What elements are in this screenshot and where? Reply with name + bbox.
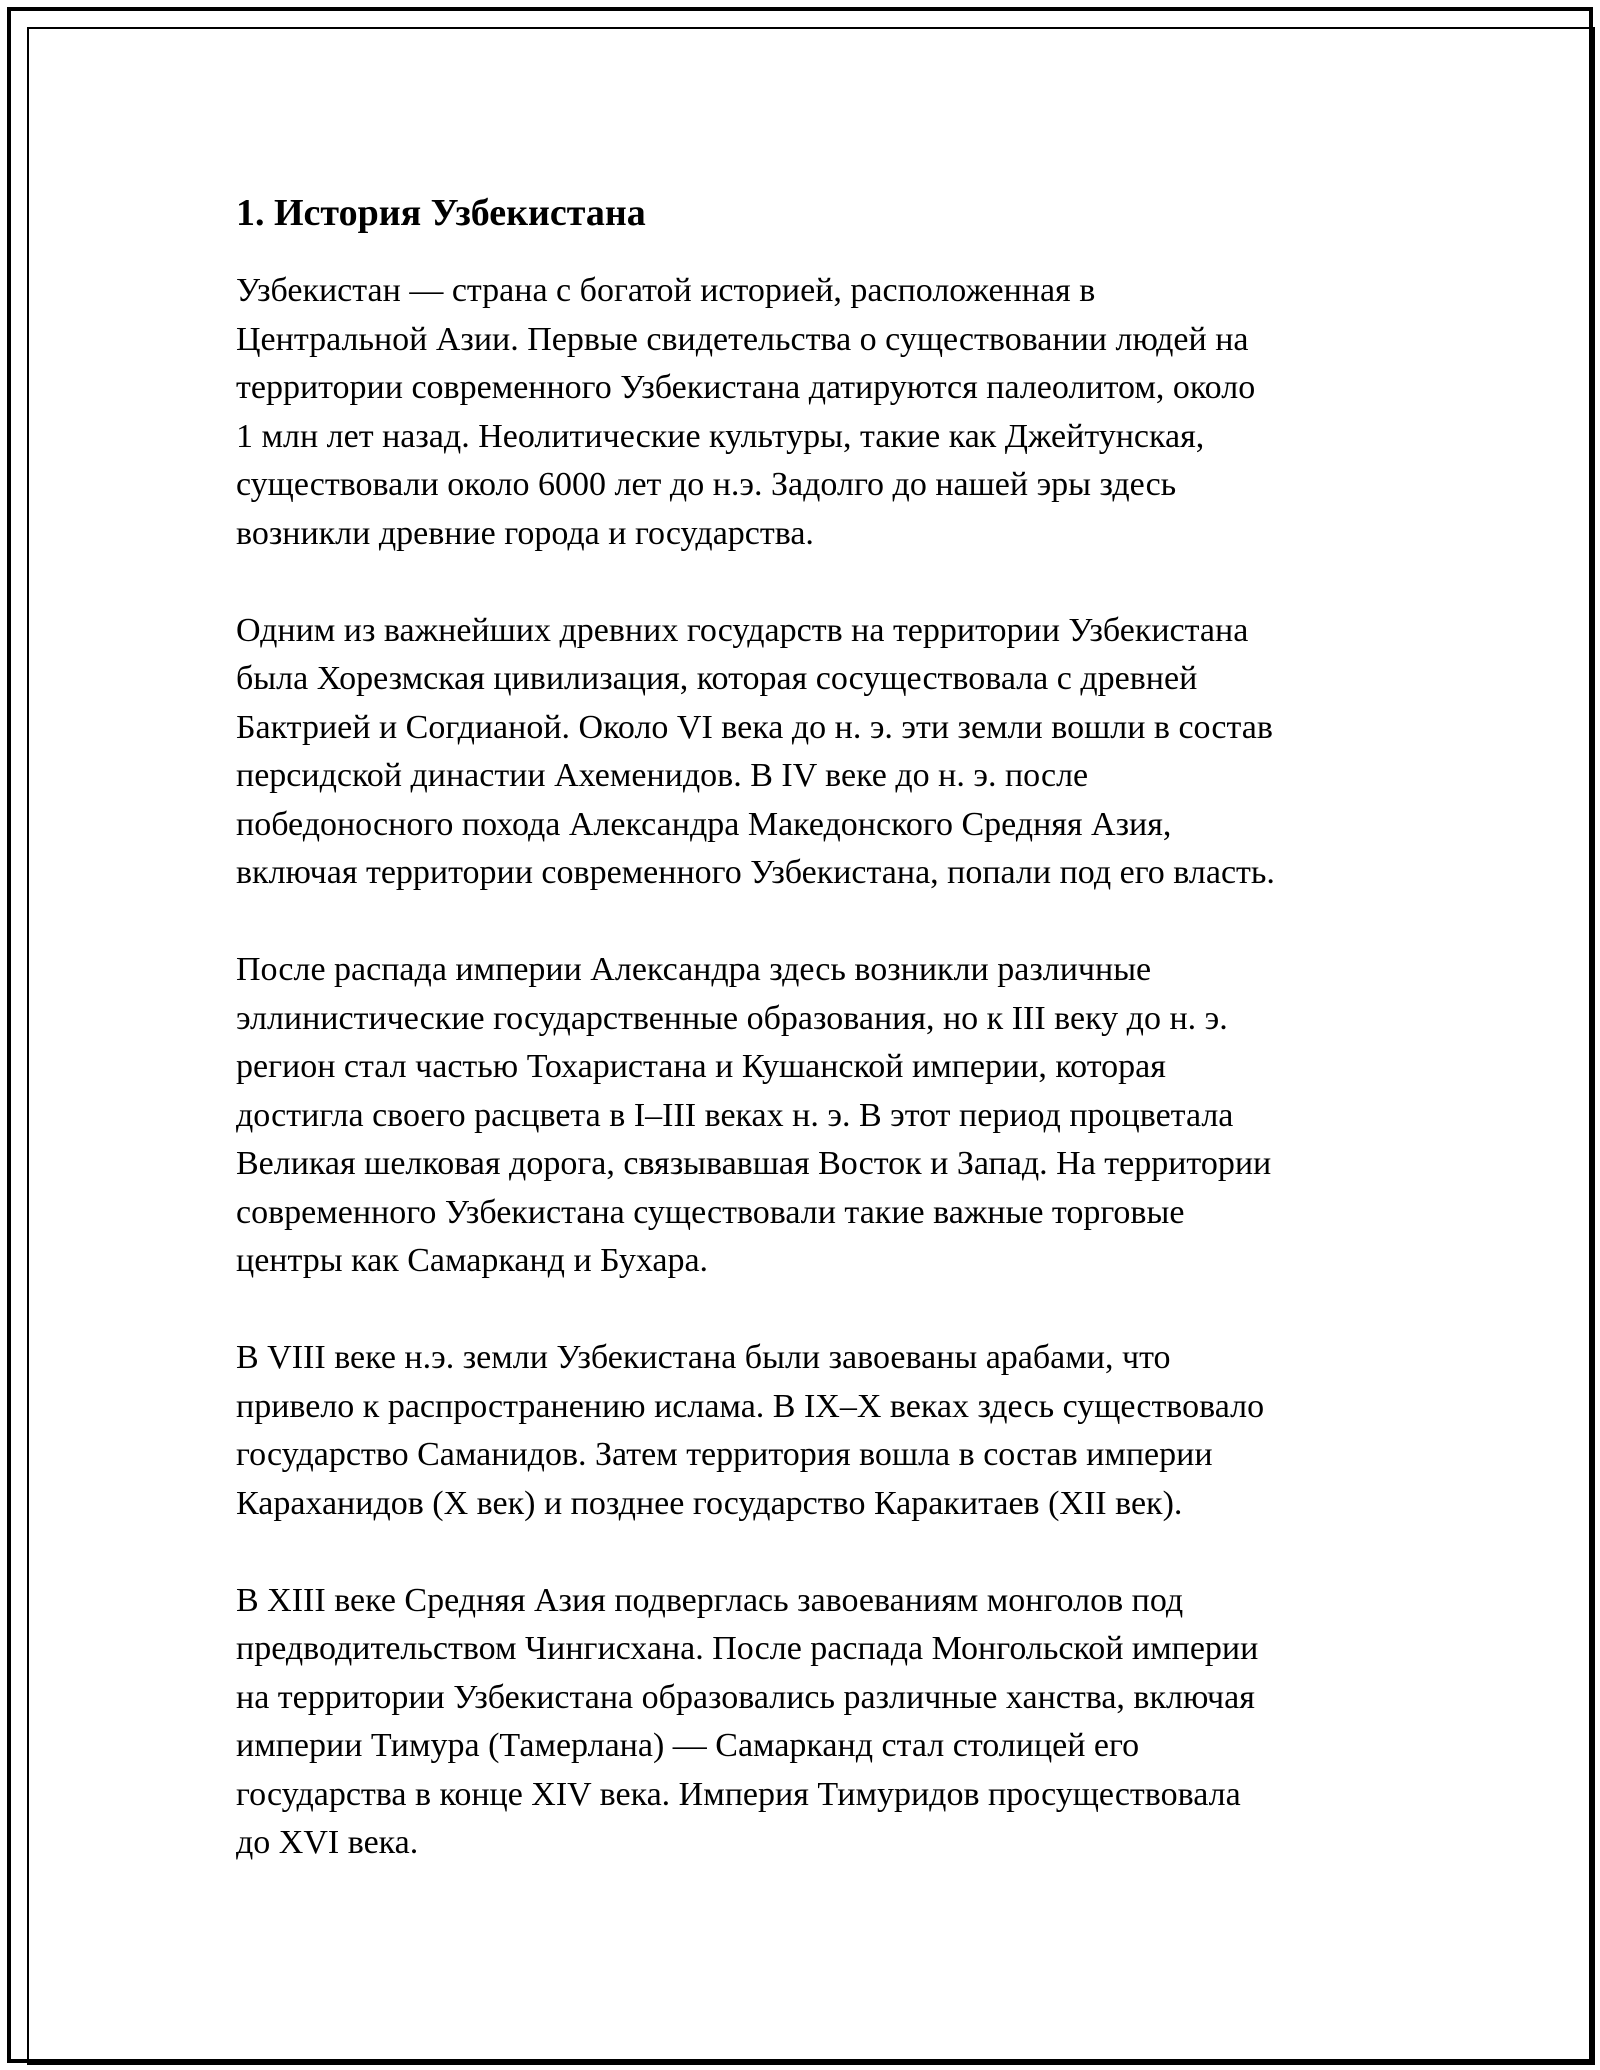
document-heading: 1. История Узбекистана: [236, 192, 646, 234]
paragraph-4: В VIII веке н.э. земли Узбекистана были завоеваны арабами, что привело к распространению ислама. В IX–X веках здесь существовало государство Саманидов. Затем территория вошла в состав империи Караханидов (X век) и позднее государство Каракитаев (XII век).: [236, 1339, 1265, 1522]
paragraph-1: Узбекистан — страна с богатой историей, расположенная в Центральной Азии. Первые свидетельства о существовании людей на территории современного Узбекистана датируются палеолитом, около 1 млн лет назад. Неолитические культуры, такие как Джейтунская, существовали около 6000 лет до н.э. Задолго до нашей эры здесь возникли древние города и государства.: [236, 272, 1256, 552]
document-body: [236, 185, 1396, 1916]
paragraph-2: Одним из важнейших древних государств на территории Узбекистана была Хорезмская цивилизация, которая сосуществовала с древней Бактрией и Согдианой. Около VI века до н. э. эти земли вошли в состав персидской династии Ахеменидов. В IV веке до н. э. после победоносного похода Александра Македонского Средняя Азия, включая территории современного Узбекистана, попали под его власть.: [236, 611, 1275, 891]
paragraph-3: После распада империи Александра здесь возникли различные эллинистические государственные образования, но к III веку до н. э. регион стал частью Тохаристана и Кушанской империи, которая достигла своего расцвета в I–III веках н. э. В этот период процветала Великая шелковая дорога, связывавшая Восток и Запад. На территории современного Узбекистана существовали такие важные торговые центры как Самарканд и Бухара.: [236, 951, 1272, 1279]
paragraph-5: В XIII веке Средняя Азия подверглась завоеваниям монголов под предводительством Чингисхана. После распада Монгольской империи на территории Узбекистана образовались различные ханства, включая империи Тимура (Тамерлана) — Самарканд стал столицей его государства в конце XIV века. Империя Тимуридов просуществовала до XVI века.: [236, 1581, 1259, 1861]
